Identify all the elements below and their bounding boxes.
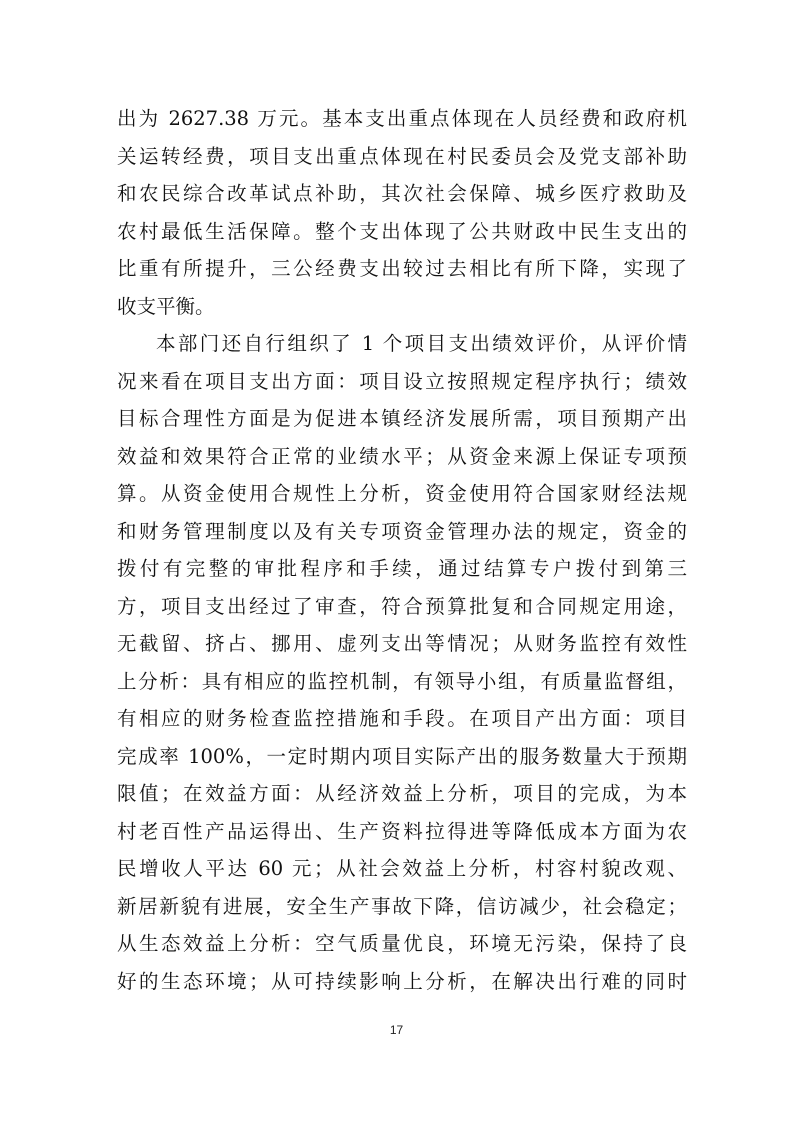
text-line: 算。从资金使用合规性上分析，资金使用符合国家财经法规: [117, 482, 687, 505]
paragraph-performance-evaluation: [117, 325, 687, 1000]
text-line: 和农民综合改革试点补助，其次社会保障、城乡医疗救助及: [117, 182, 687, 205]
text-line: 关运转经费，项目支出重点体现在村民委员会及党支部补助: [117, 144, 687, 168]
text-line: 完成率 100%，一定时期内项目实际产出的服务数量大于预期: [117, 744, 687, 768]
text-line: 农村最低生活保障。整个支出体现了公共财政中民生支出的: [117, 219, 687, 243]
text-line: 拨付有完整的审批程序和手续，通过结算专户拨付到第三: [117, 557, 687, 580]
text-line: 村老百性产品运得出、生产资料拉得进等降低成本方面为农: [117, 819, 687, 843]
text-line: 比重有所提升，三公经费支出较过去相比有所下降，实现了: [117, 257, 687, 280]
text-line: 无截留、挤占、挪用、虚列支出等情况；从财务监控有效性: [117, 632, 687, 655]
text-line: 方，项目支出经过了审查，符合预算批复和合同规定用途，: [117, 594, 687, 618]
text-line: 目标合理性方面是为促进本镇经济发展所需，项目预期产出: [117, 407, 687, 430]
text-line: 和财务管理制度以及有关专项资金管理办法的规定，资金的: [117, 519, 687, 543]
text-line: 有相应的财务检查监控措施和手段。在项目产出方面：项目: [117, 707, 687, 730]
paragraph-expenditure-summary: [117, 100, 687, 325]
text-line: 出为 2627.38 万元。基本支出重点体现在人员经费和政府机: [117, 107, 687, 130]
text-line: 民增收人平达 60 元；从社会效益上分析，村容村貌改观、: [117, 857, 687, 880]
text-line: 上分析：具有相应的监控机制，有领导小组，有质量监督组，: [117, 669, 687, 693]
text-line: 收支平衡。: [117, 294, 215, 318]
text-line: 好的生态环境；从可持续影响上分析，在解决出行难的同时: [117, 969, 687, 993]
page-number: 17: [389, 1023, 404, 1037]
text-line: 新居新貌有进展，安全生产事故下降，信访减少，社会稳定；: [117, 894, 687, 918]
text-line: 况来看在项目支出方面：项目设立按照规定程序执行；绩效: [117, 369, 687, 393]
text-line: 限值；在效益方面：从经济效益上分析，项目的完成，为本: [117, 782, 687, 805]
text-line: 从生态效益上分析：空气质量优良，环境无污染，保持了良: [117, 932, 687, 955]
document-body: [117, 100, 687, 1000]
text-line: 本部门还自行组织了 1 个项目支出绩效评价，从评价情: [156, 332, 687, 355]
text-line: 效益和效果符合正常的业绩水平；从资金来源上保证专项预: [117, 444, 687, 468]
